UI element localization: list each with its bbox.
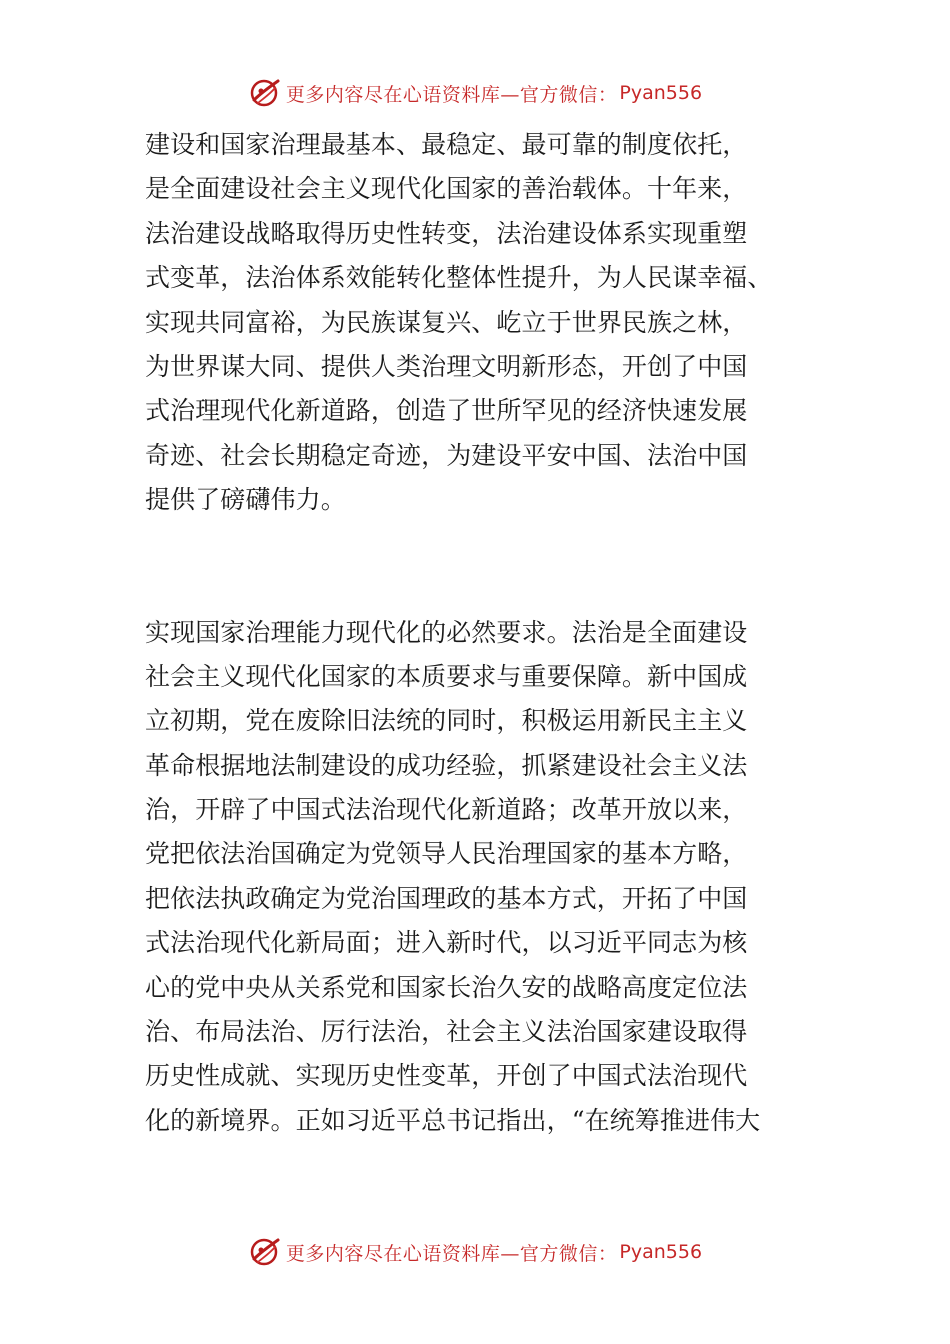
document-body bbox=[145, 123, 817, 1143]
footer-watermark-id: Pyan556 bbox=[619, 1241, 703, 1263]
text-line: 社会主义现代化国家的本质要求与重要保障。新中国成 bbox=[145, 661, 748, 691]
text-line: 治，开辟了中国式法治现代化新道路；改革开放以来， bbox=[145, 795, 748, 825]
footer-watermark bbox=[0, 1232, 950, 1272]
paragraph-2 bbox=[145, 611, 817, 1144]
brush-logo-icon bbox=[248, 76, 282, 110]
text-line: 心的党中央从关系党和国家长治久安的战略高度定位法 bbox=[145, 972, 748, 1002]
header-watermark-text: 更多内容尽在心语资料库—官方微信： bbox=[285, 83, 618, 106]
text-line: 法治建设战略取得历史性转变，法治建设体系实现重塑 bbox=[145, 218, 748, 248]
paragraph-1 bbox=[145, 123, 817, 523]
text-line: 建设和国家治理最基本、最稳定、最可靠的制度依托， bbox=[145, 130, 748, 159]
text-line: 化的新境界。正如习近平总书记指出，“在统筹推进伟大 bbox=[145, 1105, 761, 1135]
text-line: 式治理现代化新道路，创造了世所罕见的经济快速发展 bbox=[145, 396, 748, 426]
text-line: 实现共同富裕，为民族谋复兴、屹立于世界民族之林， bbox=[145, 307, 748, 337]
header-watermark bbox=[0, 73, 950, 113]
header-watermark-id: Pyan556 bbox=[619, 82, 703, 104]
footer-watermark-text: 更多内容尽在心语资料库—官方微信： bbox=[285, 1242, 618, 1265]
text-line: 党把依法治国确定为党领导人民治理国家的基本方略， bbox=[145, 839, 748, 869]
text-line: 是全面建设社会主义现代化国家的善治载体。十年来， bbox=[145, 174, 748, 204]
text-line: 把依法执政确定为党治国理政的基本方式，开拓了中国 bbox=[145, 883, 748, 913]
text-line: 历史性成就、实现历史性变革，开创了中国式法治现代 bbox=[145, 1061, 748, 1091]
paragraph-spacer bbox=[145, 523, 817, 611]
text-line: 实现国家治理能力现代化的必然要求。法治是全面建设 bbox=[145, 617, 748, 647]
text-line: 奇迹、社会长期稳定奇迹，为建设平安中国、法治中国 bbox=[145, 440, 748, 470]
brush-logo-icon bbox=[248, 1235, 282, 1269]
text-line: 治、布局法治、厉行法治，社会主义法治国家建设取得 bbox=[145, 1017, 748, 1047]
text-line: 提供了磅礴伟力。 bbox=[145, 485, 346, 515]
text-line: 革命根据地法制建设的成功经验，抓紧建设社会主义法 bbox=[145, 750, 748, 780]
text-line: 式变革，法治体系效能转化整体性提升，为人民谋幸福、 bbox=[145, 263, 773, 293]
text-line: 式法治现代化新局面；进入新时代，以习近平同志为核 bbox=[145, 928, 748, 958]
text-line: 立初期，党在废除旧法统的同时，积极运用新民主主义 bbox=[145, 706, 748, 736]
text-line: 为世界谋大同、提供人类治理文明新形态，开创了中国 bbox=[145, 351, 748, 381]
